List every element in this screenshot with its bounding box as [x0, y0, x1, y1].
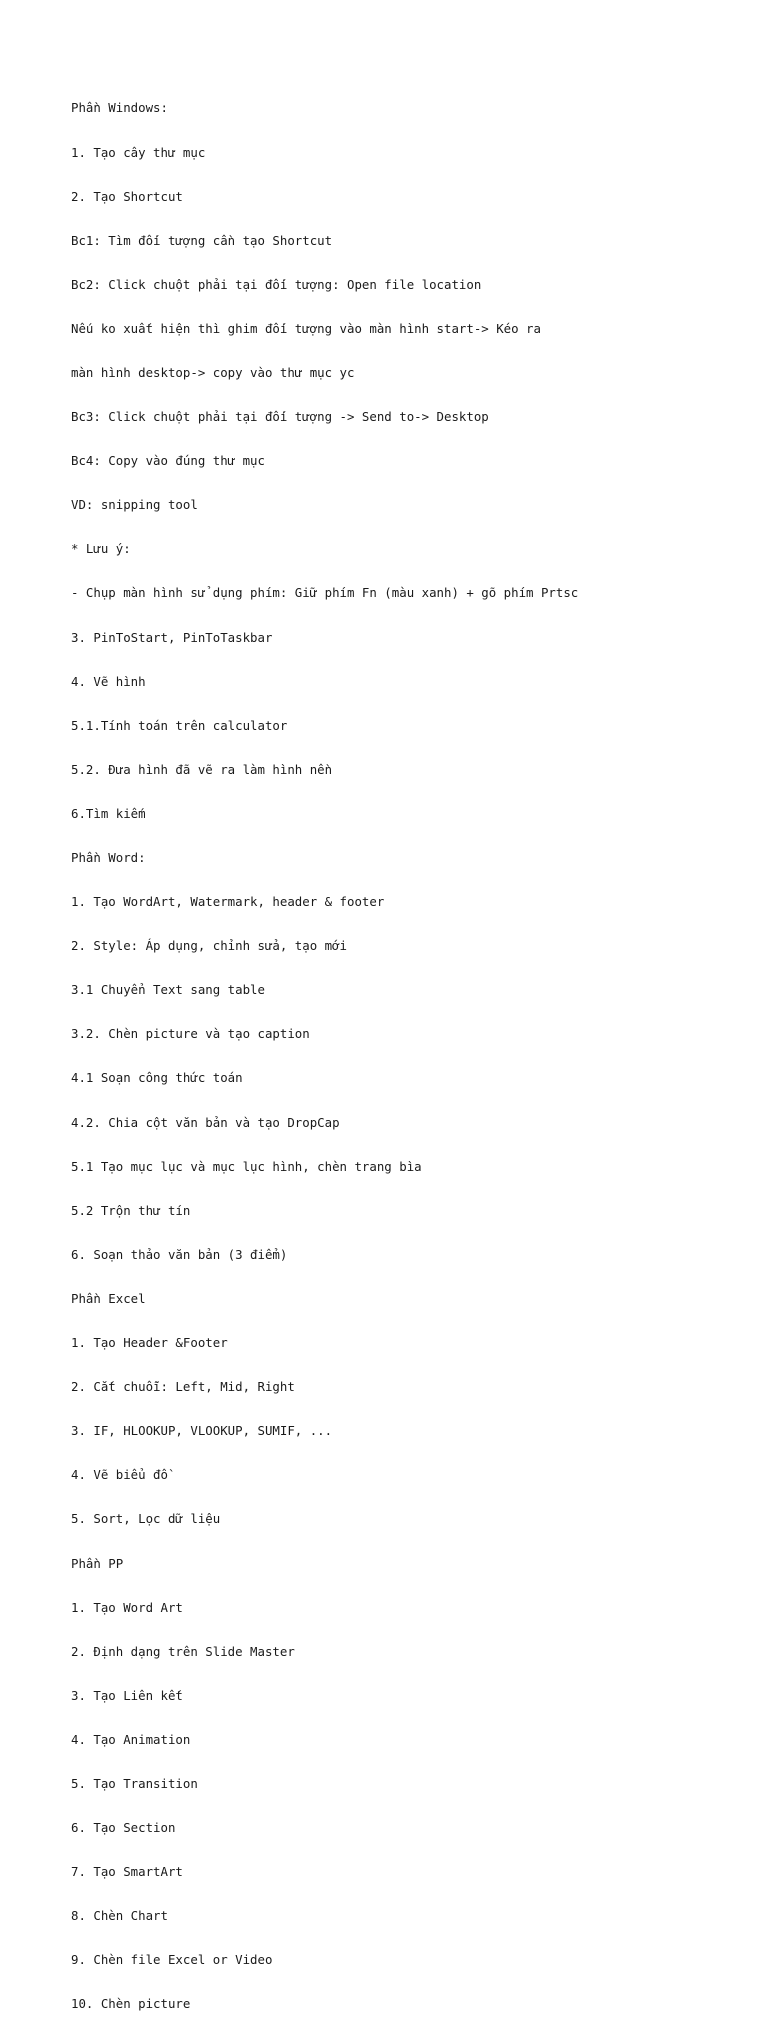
- document-text-block: [71, 72, 731, 2042]
- doc-line: 1. Tạo Header &Footer: [71, 1335, 228, 1351]
- doc-line: 3.1 Chuyển Text sang table: [71, 982, 265, 998]
- doc-line: 5. Tạo Transition: [71, 1775, 198, 1791]
- doc-line: 5.1.Tính toán trên calculator: [71, 717, 288, 733]
- doc-line: - Chụp màn hình sử dụng phím: Giữ phím Fn (màu xanh) + gõ phím Prtsc: [71, 585, 579, 601]
- doc-line: 1. Tạo WordArt, Watermark, header & footer: [71, 894, 385, 910]
- doc-line: 1. Tạo cây thư mục: [71, 144, 206, 160]
- doc-line: 6. Soạn thảo văn bản (3 điểm): [71, 1246, 288, 1262]
- doc-line: 4. Vẽ biểu đồ: [71, 1467, 168, 1483]
- doc-line: Bc1: Tìm đối tượng cần tạo Shortcut: [71, 232, 333, 248]
- doc-line: 7. Tạo SmartArt: [71, 1864, 183, 1880]
- doc-line: 6. Tạo Section: [71, 1820, 176, 1836]
- doc-line: 5.1 Tạo mục lục và mục lục hình, chèn trang bìa: [71, 1158, 422, 1174]
- doc-line: 9. Chèn file Excel or Video: [71, 1952, 273, 1968]
- doc-line: 8. Chèn Chart: [71, 1908, 168, 1924]
- doc-line: 1. Tạo Word Art: [71, 1599, 183, 1615]
- doc-line: * Lưu ý:: [71, 541, 131, 557]
- doc-line: 2. Định dạng trên Slide Master: [71, 1643, 295, 1659]
- doc-line: 4. Tạo Animation: [71, 1731, 191, 1747]
- doc-line: 3. PinToStart, PinToTaskbar: [71, 629, 273, 645]
- doc-line: 5. Sort, Lọc dữ liệu: [71, 1511, 221, 1527]
- doc-line: 2. Cắt chuỗi: Left, Mid, Right: [71, 1379, 295, 1395]
- doc-line: Bc3: Click chuột phải tại đối tượng -> Send to-> Desktop: [71, 409, 489, 425]
- doc-line: 4.1 Soạn công thức toán: [71, 1070, 243, 1086]
- doc-line: 6.Tìm kiếm: [71, 805, 146, 821]
- doc-line: 10. Chèn picture: [71, 1996, 191, 2012]
- doc-line: Phần PP: [71, 1555, 124, 1571]
- doc-line: 5.2. Đưa hình đã vẽ ra làm hình nền: [71, 761, 333, 777]
- doc-line: Bc2: Click chuột phải tại đối tượng: Open file location: [71, 276, 482, 292]
- doc-line: Phần Excel: [71, 1290, 146, 1306]
- doc-line: 3. IF, HLOOKUP, VLOOKUP, SUMIF, ...: [71, 1423, 333, 1439]
- doc-line: Nếu ko xuất hiện thì ghim đối tượng vào màn hình start-> Kéo ra: [71, 320, 541, 336]
- doc-line: 5.2 Trộn thư tín: [71, 1202, 191, 1218]
- doc-line: 3.2. Chèn picture và tạo caption: [71, 1026, 310, 1042]
- doc-line: màn hình desktop-> copy vào thư mục yc: [71, 364, 355, 380]
- doc-line: VD: snipping tool: [71, 497, 198, 513]
- doc-line: 4. Vẽ hình: [71, 673, 146, 689]
- doc-line: Phần Windows:: [71, 100, 168, 116]
- doc-line: 3. Tạo Liên kết: [71, 1687, 183, 1703]
- doc-line: Phần Word:: [71, 850, 146, 865]
- doc-line: 2. Tạo Shortcut: [71, 188, 183, 204]
- doc-line: 2. Style: Áp dụng, chỉnh sửa, tạo mới: [71, 938, 348, 954]
- doc-line: Bc4: Copy vào đúng thư mục: [71, 453, 265, 469]
- doc-line: 4.2. Chia cột văn bản và tạo DropCap: [71, 1114, 340, 1130]
